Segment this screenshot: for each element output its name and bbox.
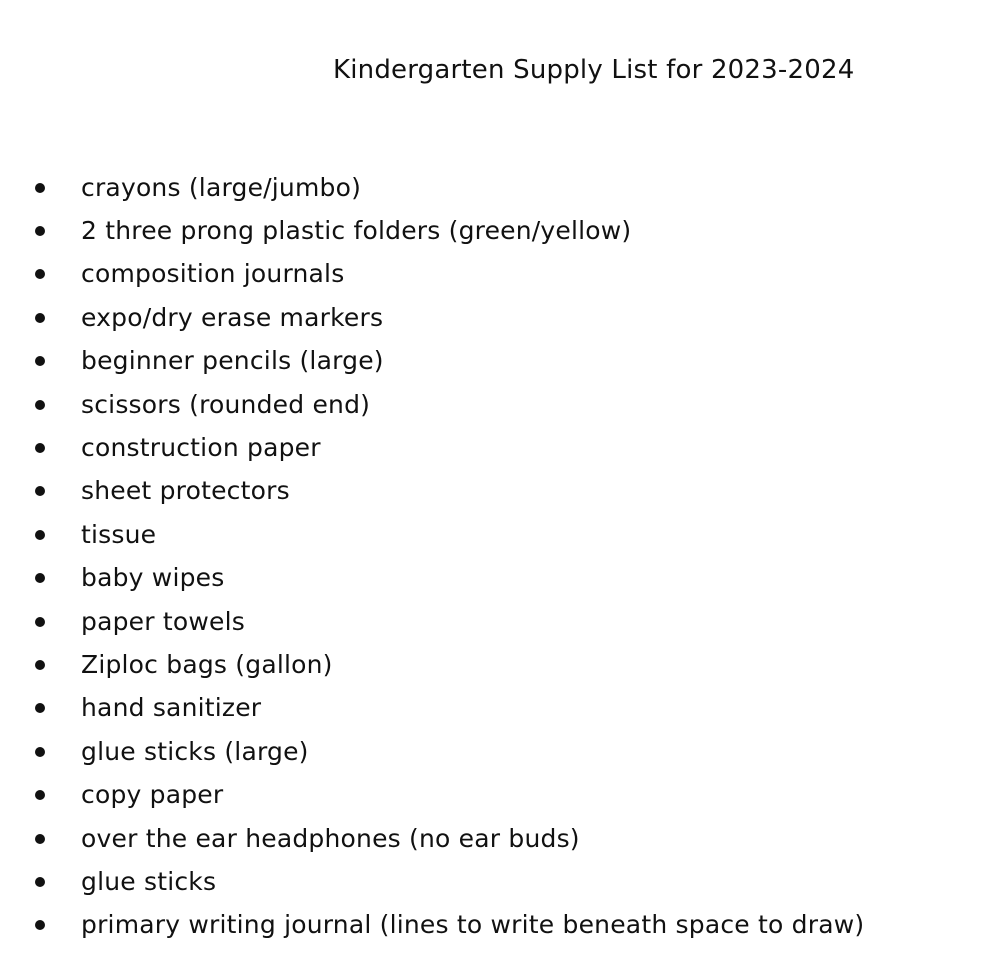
bullet-icon — [35, 443, 45, 453]
bullet-icon — [35, 920, 45, 930]
list-item — [30, 600, 970, 643]
supply-list — [30, 166, 970, 947]
bullet-icon — [35, 530, 45, 540]
list-item-text: copy paper — [81, 780, 224, 810]
list-item-text: scissors (rounded end) — [81, 389, 371, 419]
list-item-text: sheet protectors — [81, 476, 290, 506]
list-item — [30, 773, 970, 816]
list-item-text: over the ear headphones (no ear buds) — [81, 823, 580, 853]
list-item-text: hand sanitizer — [81, 693, 262, 723]
bullet-icon — [35, 313, 45, 323]
bullet-icon — [35, 486, 45, 496]
bullet-icon — [35, 356, 45, 366]
bullet-icon — [35, 790, 45, 800]
list-item — [30, 687, 970, 730]
list-item — [30, 383, 970, 426]
bullet-icon — [35, 660, 45, 670]
list-item — [30, 209, 970, 252]
list-item — [30, 643, 970, 686]
list-item-text: crayons (large/jumbo) — [81, 172, 362, 202]
list-item-text: Ziploc bags (gallon) — [81, 649, 333, 679]
bullet-icon — [35, 877, 45, 887]
list-item — [30, 340, 970, 383]
list-item-text: beginner pencils (large) — [81, 346, 384, 376]
bullet-icon — [35, 703, 45, 713]
list-item — [30, 470, 970, 513]
bullet-icon — [35, 269, 45, 279]
list-item-text: paper towels — [81, 606, 245, 636]
list-item-text: glue sticks — [81, 866, 217, 896]
list-item-text: baby wipes — [81, 563, 225, 593]
list-item — [30, 253, 970, 296]
list-item — [30, 860, 970, 903]
bullet-icon — [35, 617, 45, 627]
list-item-text: construction paper — [81, 433, 321, 463]
list-item — [30, 817, 970, 860]
bullet-icon — [35, 834, 45, 844]
list-item-text: primary writing journal (lines to write beneath space to draw) — [81, 910, 865, 940]
list-item-text: 2 three prong plastic folders (green/yellow) — [81, 216, 632, 246]
list-item — [30, 426, 970, 469]
list-item-text: composition journals — [81, 259, 345, 289]
list-item — [30, 557, 970, 600]
list-item — [30, 904, 970, 947]
bullet-icon — [35, 183, 45, 193]
page-title: Kindergarten Supply List for 2023-2024 — [333, 55, 855, 85]
list-item — [30, 296, 970, 339]
list-item-text: expo/dry erase markers — [81, 302, 384, 332]
bullet-icon — [35, 747, 45, 757]
list-item-text: glue sticks (large) — [81, 736, 309, 766]
list-item — [30, 730, 970, 773]
list-item — [30, 166, 970, 209]
bullet-icon — [35, 573, 45, 583]
list-item-text: tissue — [81, 519, 157, 549]
list-item — [30, 513, 970, 556]
bullet-icon — [35, 226, 45, 236]
bullet-icon — [35, 400, 45, 410]
